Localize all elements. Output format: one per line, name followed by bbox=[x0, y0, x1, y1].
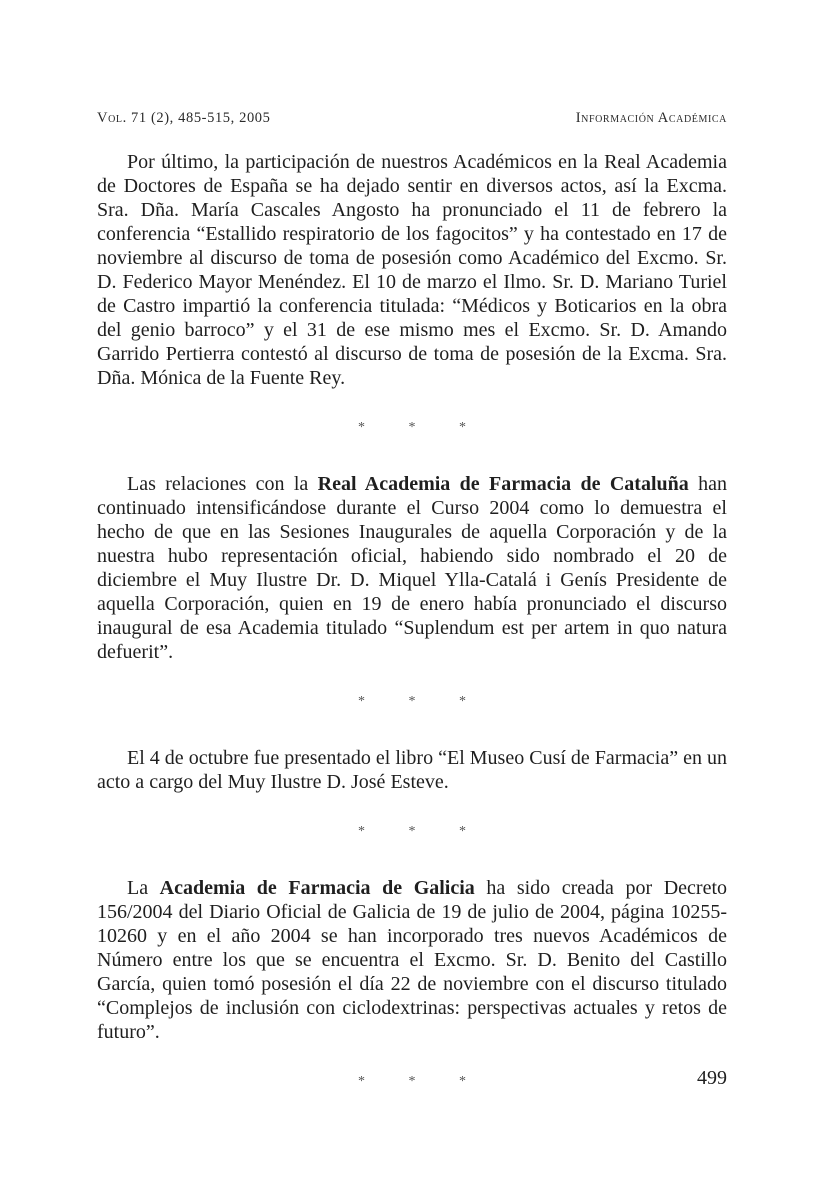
paragraph-cataluna-bold: Real Academia de Farmacia de Cataluña bbox=[317, 473, 689, 495]
paragraph-museo-cusi: El 4 de octubre fue presentado el libro “El Museo Cusí de Farmacia” en un acto a cargo del Muy Ilustre D. José Esteve. bbox=[97, 747, 727, 793]
paragraph-galicia-pre: La bbox=[127, 877, 160, 899]
section-separator: * * * bbox=[358, 824, 486, 839]
body-text bbox=[97, 150, 727, 1094]
paragraph-galicia bbox=[97, 876, 727, 1044]
running-header bbox=[97, 110, 727, 134]
paragraph-cataluna-pre: Las relaciones con la bbox=[127, 473, 318, 495]
journal-citation: Vol. 71 (2), 485-515, 2005 bbox=[97, 110, 271, 126]
paragraph-cataluna bbox=[97, 472, 727, 664]
section-separator: * * * bbox=[358, 694, 486, 709]
paragraph-cataluna-post: han continuado intensificándose durante el Curso 2004 como lo demuestra el hecho de que en las Sesiones Inaugurales de aquella Corporación y de la nuestra hubo representación oficial, habiendo sido nombrado el 20 de diciembre el Muy Ilustre Dr. D. Miquel Ylla-Catalá i Genís Presidente de aquella Corporación, quien en 19 de enero había pronunciado el discurso inaugural de esa Academia titulado “Suplendum est per artem in quo natura defuerit”. bbox=[97, 473, 727, 663]
section-title: Información Académica bbox=[575, 110, 727, 126]
paragraph-galicia-post: ha sido creada por Decreto 156/2004 del Diario Oficial de Galicia de 19 de julio de 2004, página 10255-10260 y en el año 2004 se han incorporado tres nuevos Académicos de Número entre los que se encuentra el Excmo. Sr. D. Benito del Castillo García, quien tomó posesión el día 22 de noviembre con el discurso titulado “Complejos de inclusión con ciclodextrinas: perspectivas actuales y retos de futuro”. bbox=[97, 877, 728, 1043]
paragraph-doctores: Por último, la participación de nuestros Académicos en la Real Academia de Doctores de España se ha dejado sentir en diversos actos, así la Excma. Sra. Dña. María Cascales Angosto ha pronunciado el 11 de febrero la conferencia “Estallido respiratorio de los fagocitos” y ha contestado en 17 de noviembre al discurso de toma de posesión como Académico del Excmo. Sr. D. Federico Mayor Menéndez. El 10 de marzo el Ilmo. Sr. D. Mariano Turiel de Castro impartió la conferencia titulada: “Médicos y Boticarios en la obra del genio barroco” y el 31 de ese mismo mes el Excmo. Sr. D. Amando Garrido Pertierra contestó al discurso de toma de posesión de la Excma. Sra. Dña. Mónica de la Fuente Rey. bbox=[97, 151, 727, 389]
page-number: 499 bbox=[697, 1067, 727, 1089]
section-separator: * * * bbox=[358, 420, 486, 435]
paragraph-galicia-bold: Academia de Farmacia de Galicia bbox=[159, 877, 475, 899]
section-separator: * * * bbox=[358, 1074, 486, 1089]
